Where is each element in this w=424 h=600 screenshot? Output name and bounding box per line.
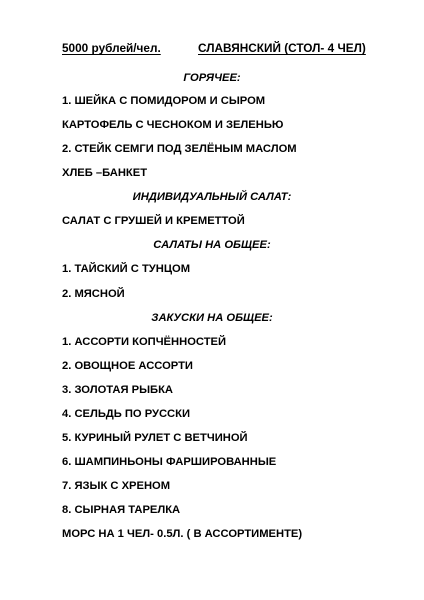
- menu-item: 5. КУРИНЫЙ РУЛЕТ С ВЕТЧИНОЙ: [62, 432, 248, 444]
- menu-title: СЛАВЯНСКИЙ (СТОЛ- 4 ЧЕЛ): [198, 41, 366, 55]
- menu-item: САЛАТ С ГРУШЕЙ И КРЕМЕТТОЙ: [62, 215, 245, 227]
- menu-item: 1. ТАЙСКИЙ С ТУНЦОМ: [62, 263, 191, 275]
- menu-item: 8. СЫРНАЯ ТАРЕЛКА: [62, 504, 181, 516]
- menu-item: 6. ШАМПИНЬОНЫ ФАРШИРОВАННЫЕ: [62, 456, 277, 468]
- menu-item: 7. ЯЗЫК С ХРЕНОМ: [62, 480, 171, 492]
- drink-note: МОРС НА 1 ЧЕЛ- 0.5Л. ( В АССОРТИМЕНТЕ): [62, 528, 303, 540]
- menu-item: 3. ЗОЛОТАЯ РЫБКА: [62, 384, 173, 396]
- section-heading-hot: ГОРЯЧЕЕ:: [183, 72, 241, 84]
- section-heading-shared-snacks: ЗАКУСКИ НА ОБЩЕЕ:: [151, 312, 273, 324]
- menu-item: 2. МЯСНОЙ: [62, 288, 125, 300]
- menu-item: 1. АССОРТИ КОПЧЁННОСТЕЙ: [62, 336, 227, 348]
- menu-item: ХЛЕБ –БАНКЕТ: [62, 167, 148, 179]
- menu-item: 4. СЕЛЬДЬ ПО РУССКИ: [62, 408, 190, 420]
- menu-item: 2. ОВОЩНОЕ АССОРТИ: [62, 360, 193, 372]
- section-heading-individual-salad: ИНДИВИДУАЛЬНЫЙ САЛАТ:: [132, 191, 292, 203]
- menu-price: 5000 рублей/чел.: [62, 41, 161, 55]
- menu-item: КАРТОФЕЛЬ С ЧЕСНОКОМ И ЗЕЛЕНЬЮ: [62, 119, 284, 131]
- section-heading-shared-salads: САЛАТЫ НА ОБЩЕЕ:: [153, 239, 271, 251]
- menu-item: 1. ШЕЙКА С ПОМИДОРОМ И СЫРОМ: [62, 95, 266, 107]
- menu-item: 2. СТЕЙК СЕМГИ ПОД ЗЕЛЁНЫМ МАСЛОМ: [62, 143, 297, 155]
